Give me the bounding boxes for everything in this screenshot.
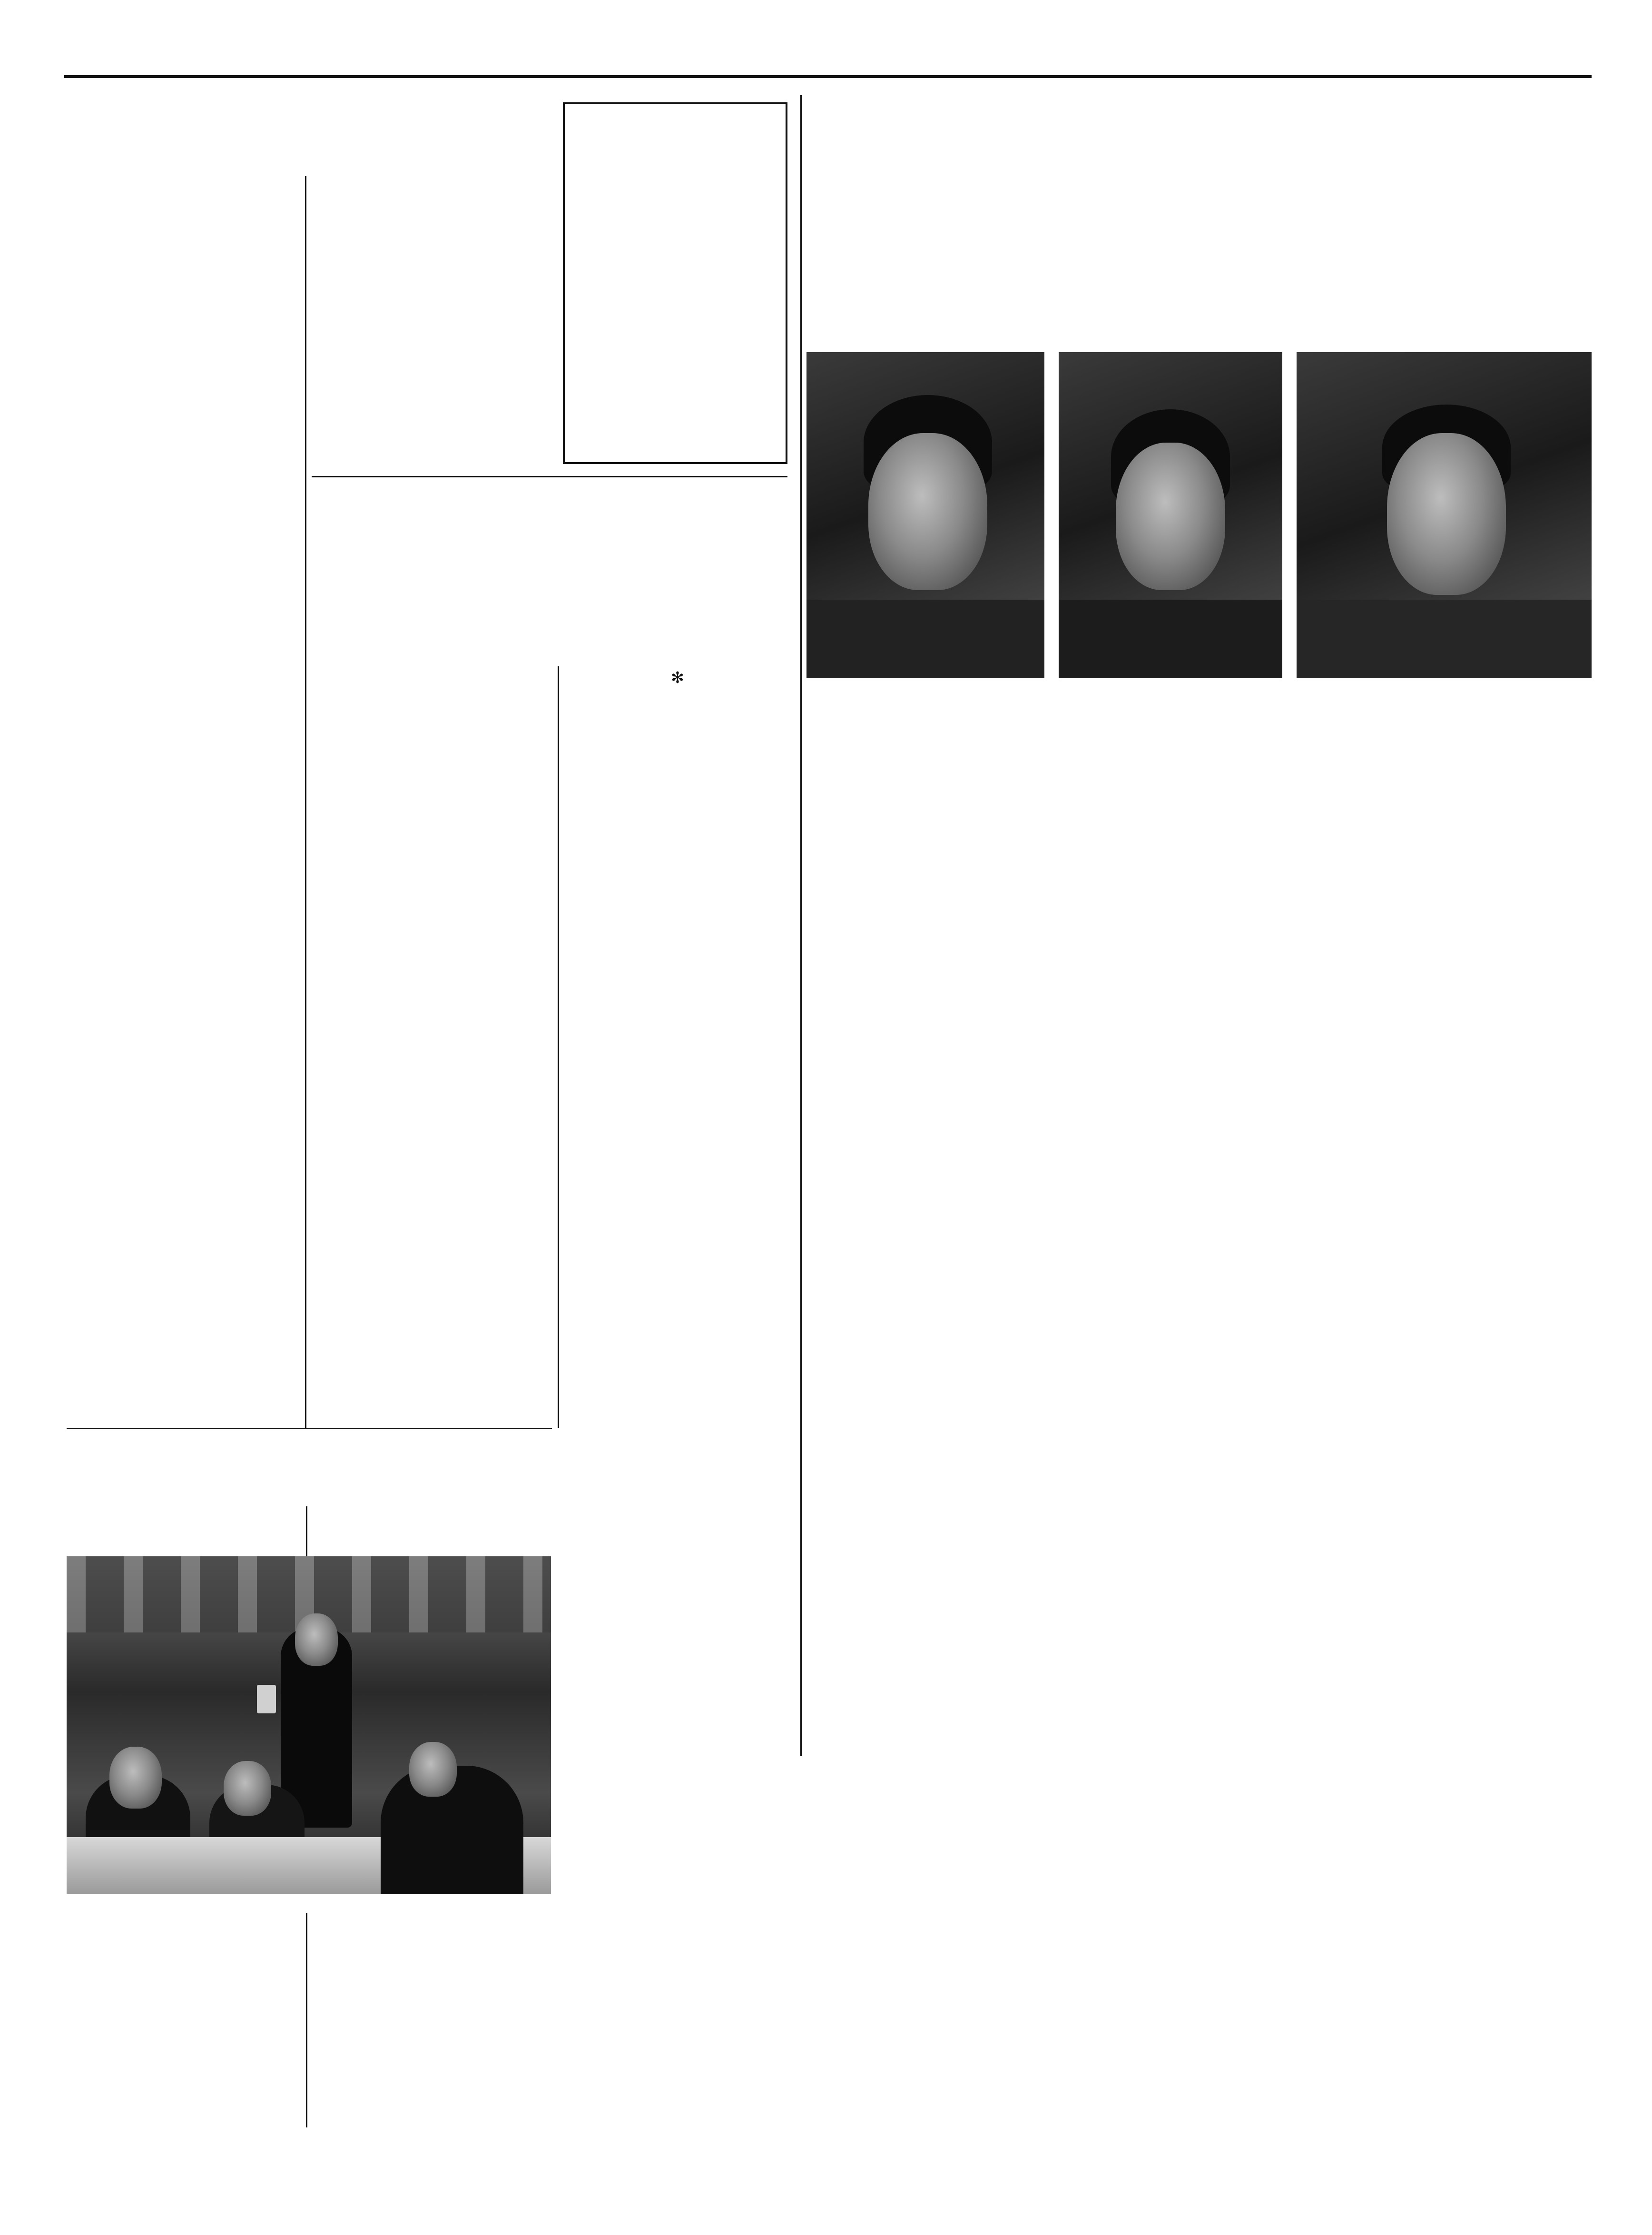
seated-face-left bbox=[109, 1747, 162, 1809]
seated-face-right bbox=[409, 1742, 457, 1797]
guerra-column-rule bbox=[558, 666, 559, 1428]
citroen-intro-rule bbox=[306, 1506, 307, 1559]
guerra-deck bbox=[316, 666, 554, 885]
citroen-headline bbox=[67, 1430, 557, 1506]
seated-face-mid bbox=[224, 1761, 271, 1816]
citroen-photo bbox=[67, 1556, 551, 1894]
pugilismo-headline bbox=[806, 102, 1592, 174]
repinga-box bbox=[563, 102, 787, 464]
citroen-top-rule bbox=[67, 1428, 552, 1429]
guerra-headline bbox=[312, 483, 797, 654]
citroen-column-b bbox=[314, 1916, 550, 1919]
afl-title bbox=[67, 86, 552, 176]
asterisk-separator: ✻ bbox=[671, 670, 684, 687]
masthead-rule bbox=[64, 75, 1592, 78]
citroen-column-rule bbox=[306, 1913, 307, 2127]
guerra-top-rule bbox=[312, 476, 787, 477]
boxer-photo-victor bbox=[1059, 352, 1282, 678]
masthead bbox=[64, 53, 1592, 77]
boxer-photo-tavares bbox=[806, 352, 1044, 678]
afl-column-1 bbox=[67, 178, 298, 187]
glass bbox=[257, 1685, 276, 1713]
pugilismo-intro-a bbox=[806, 183, 1170, 186]
guerra-column-b bbox=[564, 666, 791, 690]
citroen-column-a bbox=[67, 1916, 300, 1919]
pugilismo-intro-b bbox=[1185, 183, 1589, 186]
pugilismo-left-rule bbox=[800, 95, 802, 1756]
boxer-photo-anibal bbox=[1297, 352, 1592, 678]
speaker-face bbox=[295, 1613, 338, 1666]
afl-column-2 bbox=[310, 178, 548, 181]
guerra-column-a bbox=[316, 885, 552, 888]
afl-column-rule bbox=[305, 176, 306, 1428]
